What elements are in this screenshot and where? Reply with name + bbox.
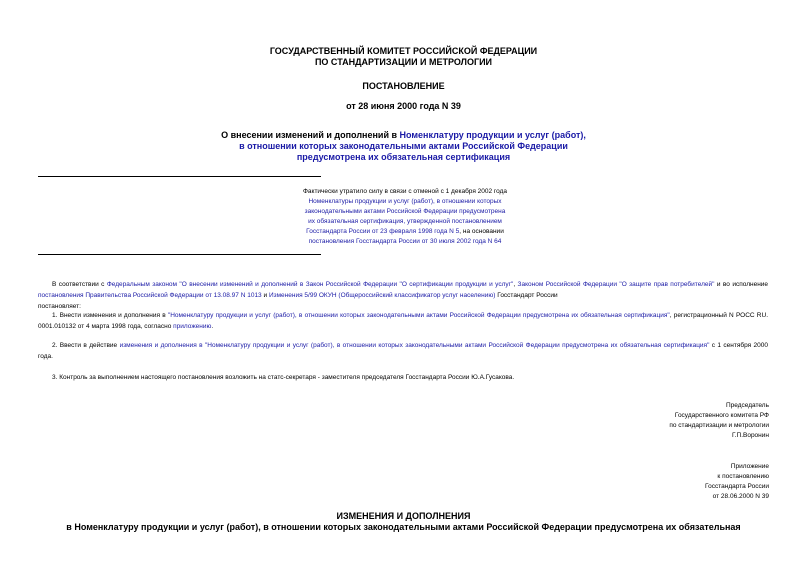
paragraph-item-2 [38,340,768,362]
paragraph-item-1 [38,310,768,332]
appendix-line-1: Приложение [730,463,769,470]
text: Госстандарт России [495,292,558,299]
text: , регистрационный N РОСС RU. 0001.010132 от 4 марта 1998 года, согласно [38,312,768,330]
note-link-4[interactable]: Госстандарта России от 23 февраля 1998 года N 5 [306,228,460,235]
divider-top [38,176,321,177]
changes-title: ИЗМЕНЕНИЯ И ДОПОЛНЕНИЯ [336,511,471,521]
text: . [211,323,214,330]
text: с 1 сентября 2000 года. [38,342,768,360]
agency-header [0,46,807,68]
resolves-text: постановляет: [38,303,81,310]
text: 1. Внести изменения и дополнения в [52,312,168,319]
note-link-3[interactable]: их обязательная сертификация, утвержденной постановлением [308,218,502,225]
signature-line-2: Государственного комитета РФ [674,412,769,419]
paragraph-preamble [38,279,768,312]
link-appendix[interactable]: приложению [173,323,212,330]
link-nomenclature[interactable]: "Номенклатуру продукции и услуг (работ), в отношении которых законодательными актами Российской Федерации предусмотрена их обязательная сертификация" [167,312,670,319]
text: и во исполнение [714,281,769,288]
link-okun-change[interactable]: Изменения 5/99 ОКУН (Общероссийский классификатор услуг населению) [268,292,496,299]
agency-line-2: ПО СТАНДАРТИЗАЦИИ И МЕТРОЛОГИИ [314,57,493,67]
validity-note-text: Фактически утратило силу в связи с отменой с 1 декабря 2002 года [302,188,508,195]
text: и [261,292,269,299]
link-consumer-law[interactable]: Законом Российской Федерации "О защите прав потребителей" [517,281,715,288]
appendix-line-3: Госстандарта России [705,483,769,490]
link-changes[interactable]: изменения и дополнения в "Номенклатуру продукции и услуг (работ), в отношении которых законодательными актами Российской Федерации предусмотрена их обязательная сертификация" [119,342,710,349]
appendix-line-2: к постановлению [717,473,769,480]
signature-block [669,401,769,441]
title-prefix: О внесении изменений и дополнений в [221,130,400,140]
note-mid-text: , на основании [459,228,504,235]
text: В соответствии с [52,281,107,288]
note-link-2[interactable]: законодательными актами Российской Федерации предусмотрена [304,208,506,215]
doc-title [0,130,807,163]
title-link-line-2[interactable]: в отношении которых законодательными актами Российской Федерации [239,141,568,151]
agency-line-1: ГОСУДАРСТВЕННЫЙ КОМИТЕТ РОССИЙСКОЙ ФЕДЕРАЦИИ [269,46,538,56]
appendix-block [705,462,769,502]
note-link-5[interactable]: постановления Госстандарта России от 30 июля 2002 года N 64 [308,238,502,245]
text: 2. Ввести в действие [52,342,120,349]
title-link-line-3[interactable]: предусмотрена их обязательная сертификация [296,152,511,162]
paragraph-item-3: 3. Контроль за выполнением настоящего постановления возложить на статс-секретаря - заместителя председателя Госстандарта России Ю.А.Гусакова. [52,374,515,381]
appendix-line-4: от 28.06.2000 N 39 [712,493,769,500]
changes-subtitle: в Номенклатуру продукции и услуг (работ), в отношении которых законодательными актами Российской Федерации предусмотрена их обязательная [66,522,741,532]
text: , [513,281,518,288]
doc-type: ПОСТАНОВЛЕНИЕ [362,81,445,91]
signature-line-3: по стандартизации и метрологии [669,422,769,429]
changes-heading [0,511,807,533]
divider-bottom [38,254,321,255]
link-federal-law[interactable]: Федеральным законом "О внесении изменений и дополнений в Закон Российской Федерации "О сертификации продукции и услуг" [106,281,514,288]
signature-line-4: Г.П.Воронин [731,432,769,439]
validity-note [240,187,570,247]
title-link-nomenclature[interactable]: Номенклатуру продукции и услуг (работ), [399,130,586,140]
signature-line-1: Председатель [725,402,769,409]
note-link-1[interactable]: Номенклатуры продукции и услуг (работ), в отношении которых [308,198,502,205]
link-government-decree[interactable]: постановления Правительства Российской Федерации от 13.08.97 N 1013 [38,292,262,299]
doc-date: от 28 июня 2000 года N 39 [346,101,461,111]
